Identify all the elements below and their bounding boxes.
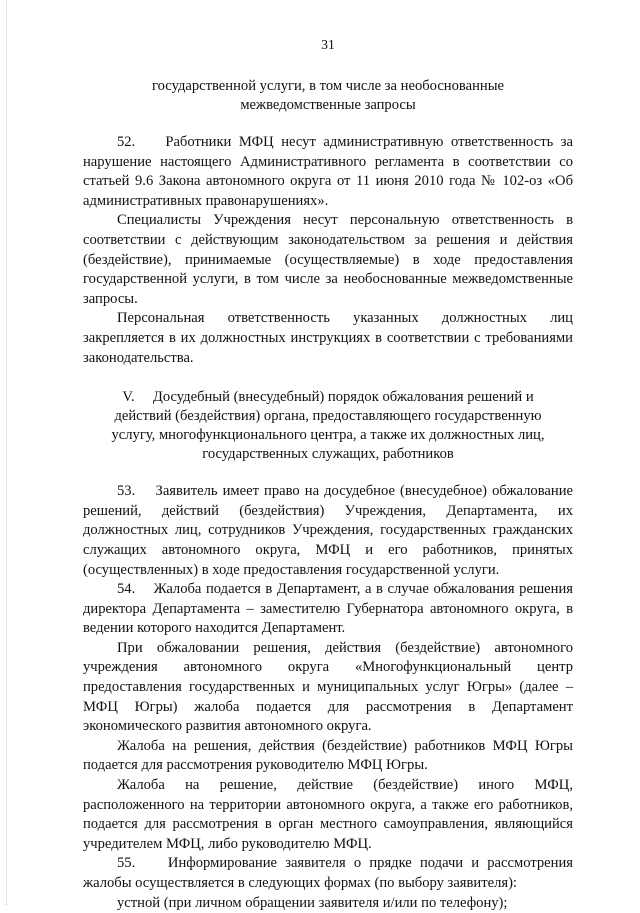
heading-responsibility <box>83 77 573 115</box>
section-v-heading <box>83 388 573 464</box>
heading-line: межведомственные запросы <box>240 97 416 113</box>
paragraph-other-mfc-appeal: Жалоба на решение, действие (бездействие) иного МФЦ, расположенного на территории автономного округа, а также его работников, подается для рассмотрения в орган местного самоуправления, являющийся учредителем МФЦ, либо руководителю МФЦ. <box>83 777 573 852</box>
heading-line: действий (бездействия) органа, предоставляющего государственную <box>114 408 542 425</box>
paragraph-54: 54. Жалоба подается в Департамент, а в случае обжалования решения директора Департамента – заместителю Губернатора автономного округа, в ведении которого находится Департамент. <box>83 581 573 637</box>
heading-line: государственной услуги, в том числе за необоснованные <box>152 78 504 94</box>
heading-line: V. Досудебный (внесудебный) порядок обжалования решений и <box>122 389 534 406</box>
paragraph-53: 53. Заявитель имеет право на досудебное (внесудебное) обжалование решений, действий (бездействия) Учреждения, Департамента, их должностных лиц, сотрудников Учреждения, государственных гражданских служащих автономного округа, МФЦ и его работников, принятых (осуществленных) в ходе предоставления государственной услуги. <box>83 483 573 578</box>
paragraph-specialists: Специалисты Учреждения несут персональную ответственность в соответствии с действующим законодательством за решения и действия (бездействие), принимаемые (осуществляемые) в ходе предоставления государственной услуги, в том числе за необоснованные межведомственные запросы. <box>83 212 573 307</box>
paragraph-55: 55. Информирование заявителя о прядке подачи и рассмотрения жалобы осуществляется в следующих формах (по выбору заявителя): <box>83 855 573 891</box>
paragraph-mfc-yugry-appeal: При обжаловании решения, действия (бездействие) автономного учреждения автономного округа «Многофункциональный центр предоставления государственных и муниципальных услуг Югры» (далее – МФЦ Югры) жалоба подается для рассмотрения в Департамент экономического развития автономного округа. <box>83 639 573 735</box>
page-number: 31 <box>321 37 335 52</box>
paragraph-personal-responsibility: Персональная ответственность указанных должностных лиц закрепляется в их должностных инструкциях в соответствии с требованиями законодательства. <box>83 310 573 366</box>
heading-line: государственных служащих, работников <box>202 446 454 463</box>
paragraph-52: 52. Работники МФЦ несут административную ответственность за нарушение настоящего Административного регламента в соответствии со статьей 9.6 Закона автономного округа от 11 июня 2010 года № 102-оз «Об административных правонарушениях». <box>83 134 573 209</box>
paragraph-mfc-workers-appeal: Жалоба на решения, действия (бездействие) работников МФЦ Югры подается для рассмотрения руководителю МФЦ Югры. <box>83 737 573 774</box>
paragraph-oral-form: устной (при личном обращении заявителя и/или по телефону); <box>117 894 508 911</box>
heading-line: услугу, многофункционального центра, а также их должностных лиц, <box>111 427 545 444</box>
